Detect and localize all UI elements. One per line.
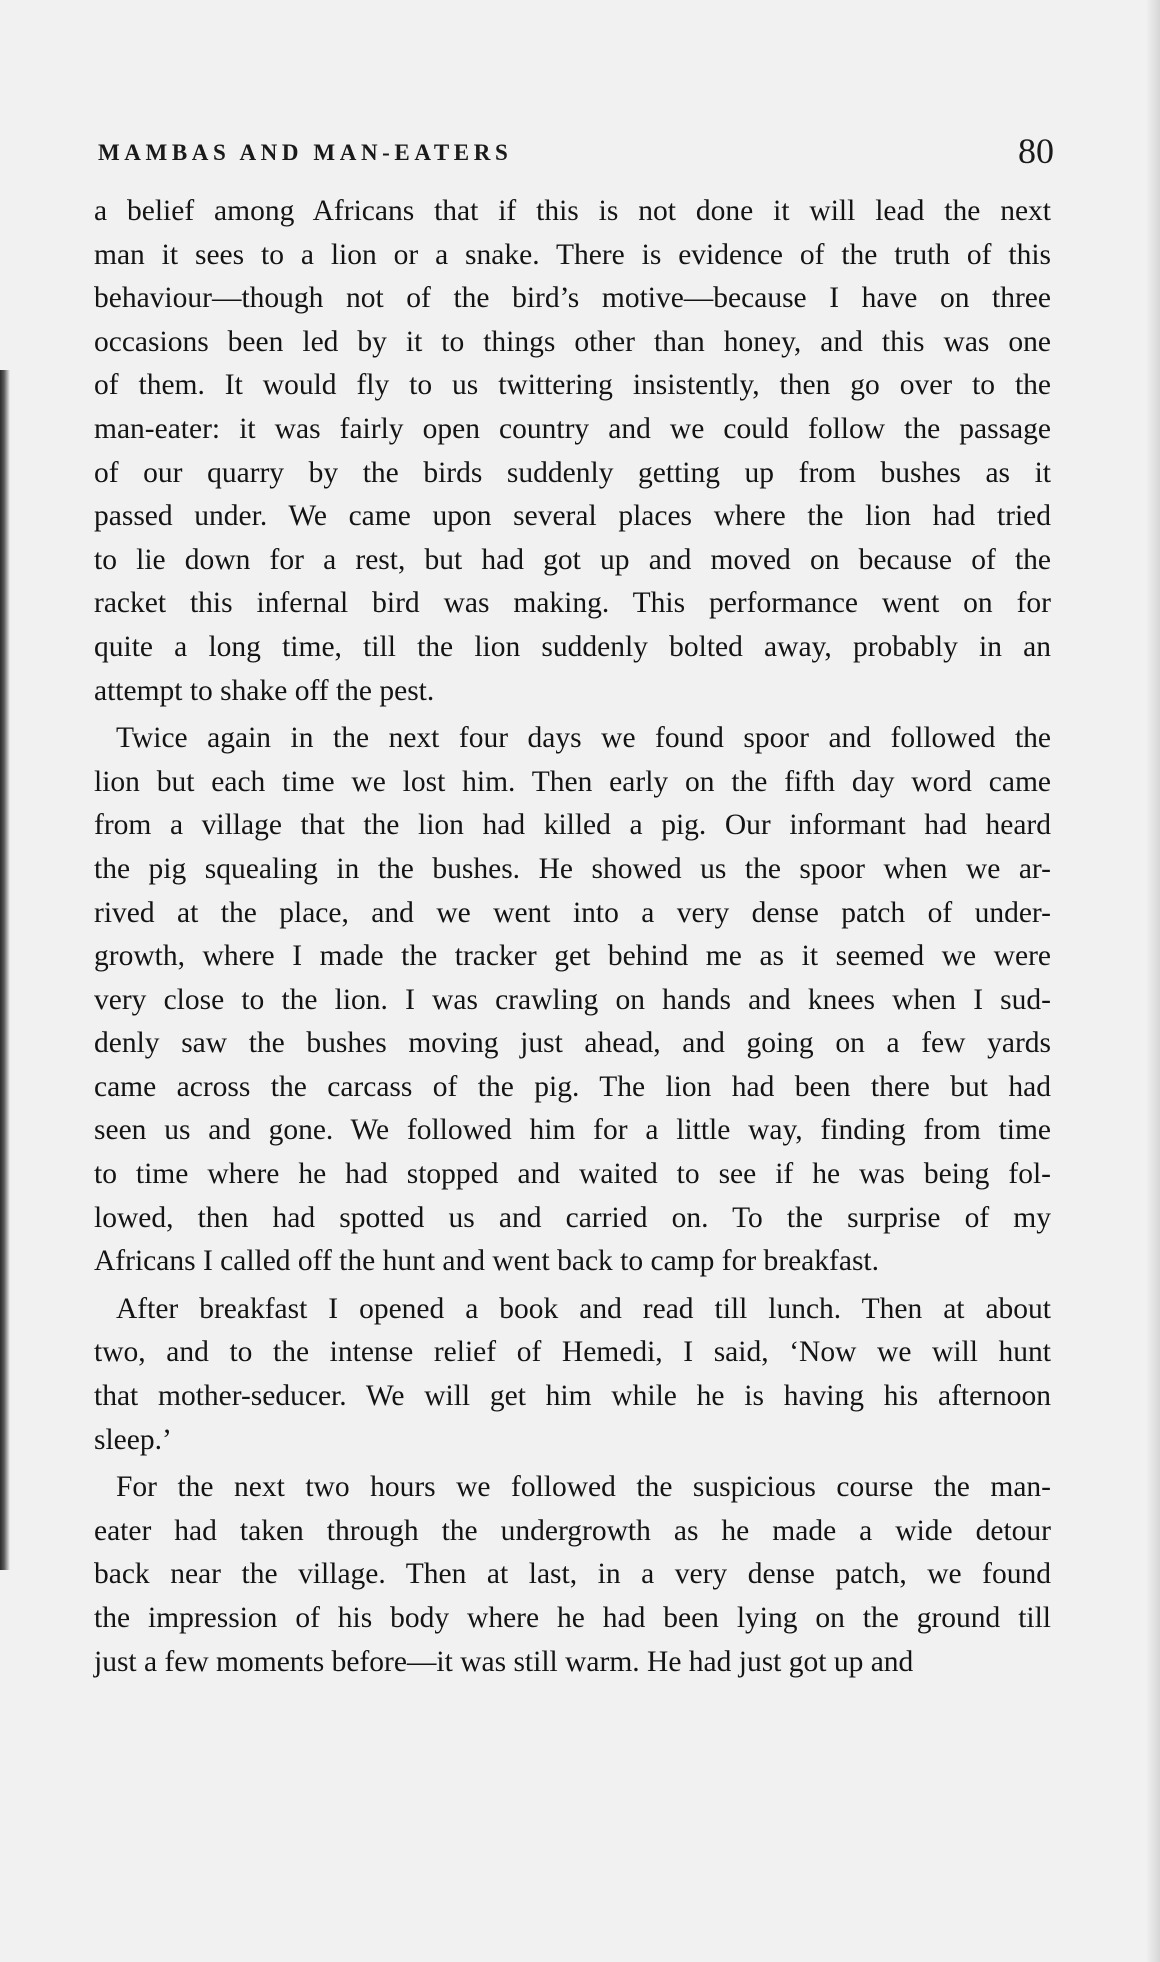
text-line: occasions been led by it to things other than honey, and this was one xyxy=(94,325,1051,358)
paragraph xyxy=(94,717,1051,1284)
text-line: seen us and gone. We followed him for a little way, finding from time xyxy=(94,1114,1051,1147)
text-line: attempt to shake off the pest. xyxy=(94,674,435,707)
text-line: lowed, then had spotted us and carried on. To the surprise of my xyxy=(94,1201,1051,1234)
text-line: racket this infernal bird was making. This performance went on for xyxy=(94,587,1051,620)
text-line: man-eater: it was fairly open country and we could follow the passage xyxy=(94,412,1051,445)
text-line: lion but each time we lost him. Then early on the fifth day word came xyxy=(94,765,1051,798)
text-line: back near the village. Then at last, in a very dense patch, we found xyxy=(94,1558,1051,1591)
text-line: that mother-seducer. We will get him while he is having his afternoon xyxy=(94,1380,1051,1413)
text-line: sleep.’ xyxy=(94,1423,172,1456)
text-line: came across the carcass of the pig. The lion had been there but had xyxy=(94,1070,1051,1103)
text-line: growth, where I made the tracker get behind me as it seemed we were xyxy=(94,940,1051,973)
text-line: For the next two hours we followed the suspicious course the man- xyxy=(116,1471,1051,1504)
paragraph xyxy=(94,1288,1051,1462)
paragraph xyxy=(94,1466,1051,1684)
text-line: man it sees to a lion or a snake. There is evidence of the truth of this xyxy=(94,238,1051,271)
text-line: eater had taken through the undergrowth as he made a wide detour xyxy=(94,1514,1051,1547)
text-line: of our quarry by the birds suddenly getting up from bushes as it xyxy=(94,456,1051,489)
text-line: rived at the place, and we went into a very dense patch of under- xyxy=(94,896,1051,929)
paragraph xyxy=(94,190,1051,713)
page-number: 80 xyxy=(1018,131,1054,171)
text-line: to lie down for a rest, but had got up and moved on because of the xyxy=(94,543,1051,576)
text-line: the impression of his body where he had been lying on the ground till xyxy=(94,1602,1051,1634)
text-line: quite a long time, till the lion suddenly bolted away, probably in an xyxy=(94,630,1051,663)
text-line: passed under. We came upon several places where the lion had tried xyxy=(94,500,1051,533)
text-line: Twice again in the next four days we found spoor and followed the xyxy=(116,722,1051,755)
page-edge-shadow xyxy=(0,370,10,1570)
text-line: a belief among Africans that if this is not done it will lead the next xyxy=(94,195,1051,227)
text-line: just a few moments before—it was still warm. He had just got up and xyxy=(94,1645,914,1678)
running-title: MAMBAS AND MAN-EATERS xyxy=(98,140,513,165)
text-line: After breakfast I opened a book and read till lunch. Then at about xyxy=(116,1292,1051,1325)
text-line: denly saw the bushes moving just ahead, and going on a few yards xyxy=(94,1027,1051,1060)
text-line: of them. It would fly to us twittering insistently, then go over to the xyxy=(94,369,1051,402)
text-line: Africans I called off the hunt and went back to camp for breakfast. xyxy=(94,1245,879,1278)
text-line: from a village that the lion had killed a pig. Our informant had heard xyxy=(94,809,1051,842)
text-line: very close to the lion. I was crawling on hands and knees when I sud- xyxy=(94,983,1051,1016)
page-edge-highlight xyxy=(1146,0,1160,1962)
body-text xyxy=(94,190,1051,1684)
text-line: behaviour—though not of the bird’s motive—because I have on three xyxy=(94,282,1051,315)
text-line: two, and to the intense relief of Hemedi, I said, ‘Now we will hunt xyxy=(94,1336,1051,1369)
text-line: to time where he had stopped and waited to see if he was being fol- xyxy=(94,1158,1051,1191)
running-head xyxy=(98,131,1054,176)
text-line: the pig squealing in the bushes. He showed us the spoor when we ar- xyxy=(94,852,1051,885)
